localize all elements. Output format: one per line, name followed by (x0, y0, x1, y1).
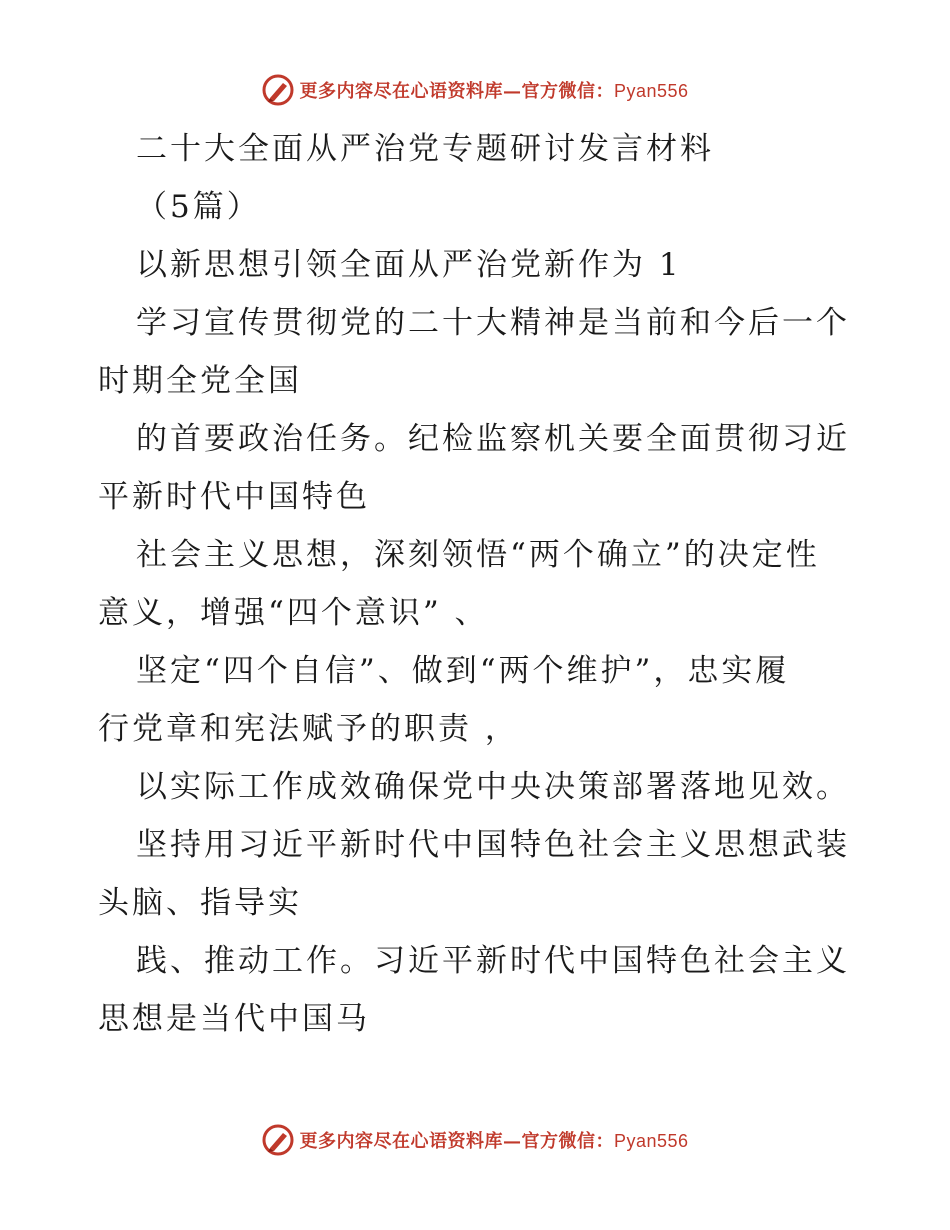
footer-banner (0, 1120, 950, 1160)
pen-logo-icon (261, 73, 295, 107)
text-line: 学习宣传贯彻党的二十大精神是当前和今后一个 (136, 305, 850, 341)
text-line: 平新时代中国特色 (98, 479, 370, 515)
header-banner (0, 70, 950, 110)
text-line: 思想是当代中国马 (98, 1001, 370, 1037)
text-line: 坚持用习近平新时代中国特色社会主义思想武装 (136, 827, 850, 863)
text-line: 时期全党全国 (98, 363, 302, 399)
text-line: 意义，增强“四个意识” 、 (98, 595, 489, 631)
text-line: 二十大全面从严治党专题研讨发言材料 (136, 131, 714, 167)
text-line: 以实际工作成效确保党中央决策部署落地见效。 (136, 769, 850, 805)
text-line: （5篇） (136, 189, 261, 225)
text-line: 坚定“四个自信”、做到“两个维护”，忠实履 (136, 653, 790, 689)
banner-text: 更多内容尽在心语资料库—官方微信：Pyan556 (299, 1131, 689, 1152)
document-body (98, 120, 853, 1048)
text-line: 行党章和宪法赋予的职责 ， (98, 711, 519, 747)
text-line: 社会主义思想，深刻领悟“两个确立”的决定性 (136, 537, 820, 573)
text-line: 头脑、指导实 (98, 885, 302, 921)
pen-logo-icon (261, 1123, 295, 1157)
banner-text: 更多内容尽在心语资料库—官方微信：Pyan556 (299, 81, 689, 102)
text-line: 的首要政治任务。纪检监察机关要全面贯彻习近 (136, 421, 850, 457)
text-line: 以新思想引领全面从严治党新作为 1 (136, 247, 682, 283)
text-line: 践、推动工作。习近平新时代中国特色社会主义 (136, 943, 850, 979)
